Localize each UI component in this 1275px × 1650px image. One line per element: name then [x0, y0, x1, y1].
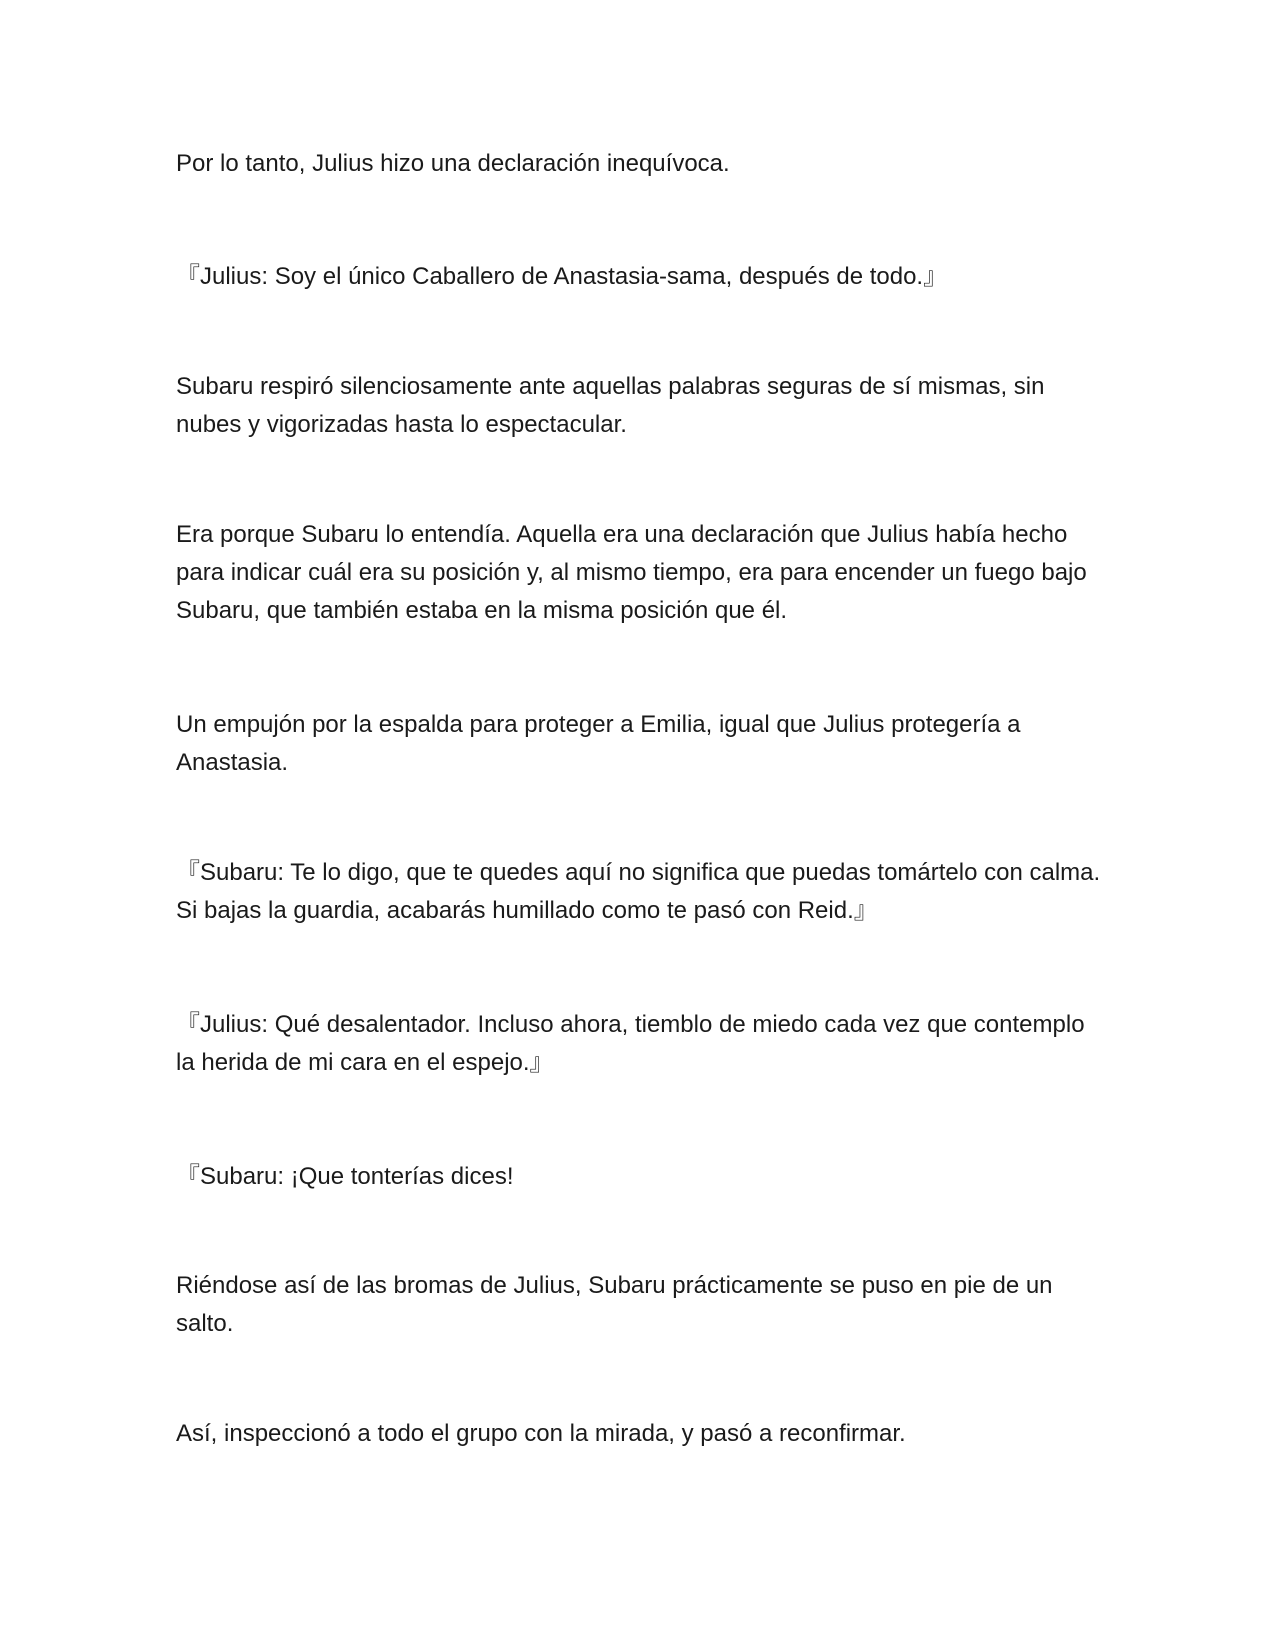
paragraph-5: Un empujón por la espalda para proteger a Emilia, igual que Julius protegería a Anastasia. [176, 711, 1021, 776]
paragraph-6: 『Subaru: Te lo digo, que te quedes aquí no significa que puedas tomártelo con calma. Si bajas la guardia, acabarás humillado como te pasó con Reid.』 [176, 859, 1101, 924]
paragraph-4: Era porque Subaru lo entendía. Aquella era una declaración que Julius había hecho para indicar cuál era su posición y, al mismo tiempo, era para encender un fuego bajo Subaru, que también estaba en la misma posición que él. [176, 521, 1087, 624]
paragraph-8: 『Subaru: ¡Que tonterías dices! [176, 1163, 514, 1190]
paragraph-3: Subaru respiró silenciosamente ante aquellas palabras seguras de sí mismas, sin nubes y vigorizadas hasta lo espectacular. [176, 373, 1045, 438]
paragraph-9: Riéndose así de las bromas de Julius, Subaru prácticamente se puso en pie de un salto. [176, 1272, 1053, 1337]
paragraph-2: 『Julius: Soy el único Caballero de Anastasia-sama, después de todo.』 [176, 263, 948, 290]
paragraph-10: Así, inspeccionó a todo el grupo con la mirada, y pasó a reconfirmar. [176, 1420, 906, 1447]
paragraph-7: 『Julius: Qué desalentador. Incluso ahora, tiemblo de miedo cada vez que contemplo la herida de mi cara en el espejo.』 [176, 1011, 1085, 1076]
paragraph-1: Por lo tanto, Julius hizo una declaración inequívoca. [176, 150, 730, 177]
